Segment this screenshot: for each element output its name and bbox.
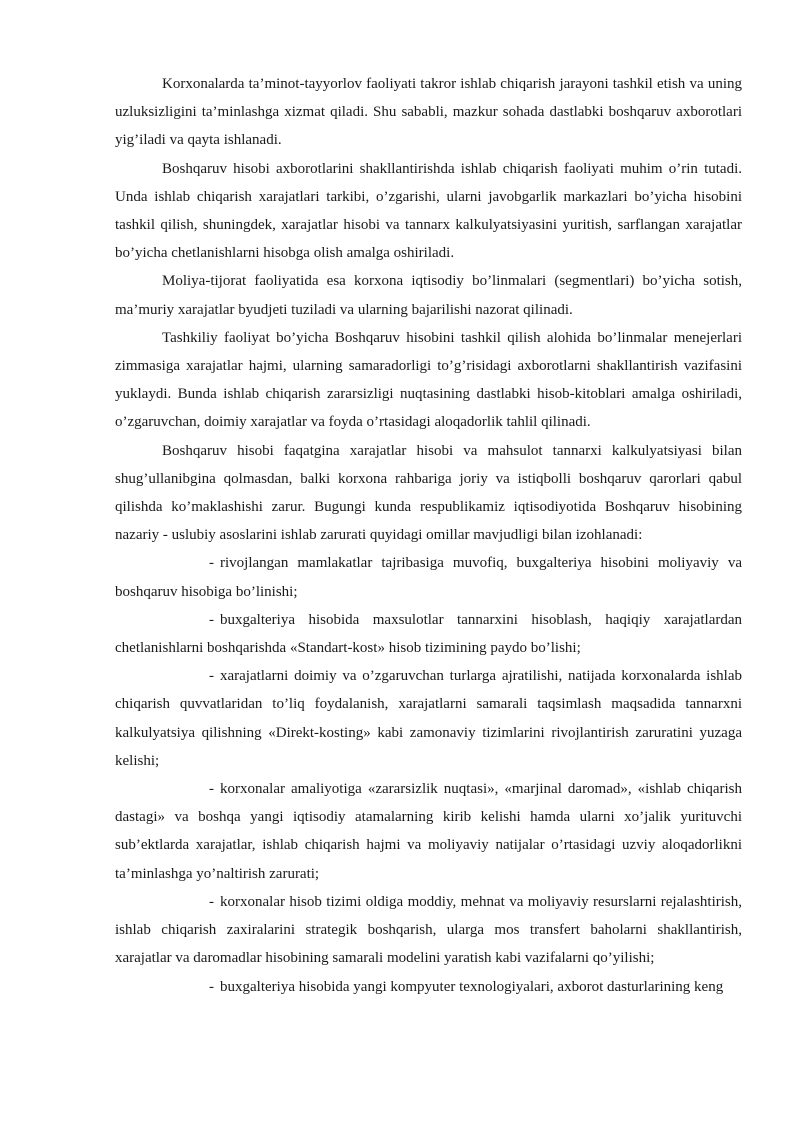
list-item [115,606,742,662]
paragraph: Moliya-tijorat faoliyatida esa korxona iqtisodiy bo’linmalari (segmentlari) bo’yicha sotish, ma’muriy xarajatlar byudjeti tuziladi va ularning bajarilishi nazorat qilinadi. [115,273,742,318]
list-item-text: korxonalar amaliyotiga «zararsizlik nuqtasi», «marjinal daromad», «ishlab chiqarish dastagi» va boshqa yangi iqtisodiy atamalarning kirib kelishi hamda ularni xo’jalik yurituvchi sub’ektlarda xarajatlar, ishlab chiqarish hajmi va moliyaviy natijalar o’rtasidagi uzviy aloqadorlikni ta’minlashga yo’naltirish zarurati; [115,781,742,882]
document-page [115,70,742,1001]
list-item-text: buxgalteriya hisobida maxsulotlar tannarxini hisoblash, haqiqiy xarajatlardan chetlanishlarni boshqarishda «Standart-kost» hisob tizimining paydo bo’lishi; [115,611,742,657]
list-marker: - [209,781,214,798]
list-marker: - [209,893,214,910]
paragraph: Boshqaruv hisobi axborotlarini shakllantirishda ishlab chiqarish faoliyati muhim o’rin tutadi. Unda ishlab chiqarish xarajatlari tarkibi, o’zgarishi, ularni javobgarlik markazlari bo’yicha hisobini tashkil qilish, shuningdek, xarajatlar hisobi va tannarx kalkulyatsiyasini yuritish, sarflangan xarajatlar bo’yicha chetlanishlarni hisobga olish amalga oshiriladi. [115,160,742,262]
list-marker: - [209,555,214,572]
list-item [115,662,742,775]
list-item-text: korxonalar hisob tizimi oldiga moddiy, mehnat va moliyaviy resurslarni rejalashtirish, ishlab chiqarish zaxiralarini strategik boshqarish, ularga mos transfert baholarni shakllantirish, xarajatlar va daromadlar hisobining samarali modelini yaratish kabi vazifalarni qo’yilishi; [115,893,742,967]
list-item [115,775,742,888]
list-item [115,973,742,1001]
paragraph: Boshqaruv hisobi faqatgina xarajatlar hisobi va mahsulot tannarxi kalkulyatsiyasi bilan shug’ullanibgina qolmasdan, balki korxona rahbariga joriy va istiqbolli boshqaruv qarorlari qabul qilishda ko’maklashishi zarur. Bugungi kunda respublikamiz iqtisodiyotida Boshqaruv hisobining nazariy - uslubiy asoslarini ishlab zarurati quyidagi omillar mavjudligi bilan izohlanadi: [115,442,742,544]
list-item-text: rivojlangan mamlakatlar tajribasiga muvofiq, buxgalteriya hisobini moliyaviy va boshqaruv hisobiga bo’linishi; [115,555,742,600]
list-marker: - [209,978,214,995]
paragraph: Tashkiliy faoliyat bo’yicha Boshqaruv hisobini tashkil qilish alohida bo’linmalar menejerlari zimmasiga xarajatlar hajmi, ularning samaradorligi to’g’risidagi axborotlarni shakllantirish vazifasini yuklaydi. Bunda ishlab chiqarish zararsizligi nuqtasining dastlabki hisob-kitoblari amalga oshiriladi, o’zgaruvchan, doimiy xarajatlar va foyda o’rtasidagi aloqadorlik tahlil qilinadi. [115,329,742,431]
list-marker: - [209,611,214,628]
list-marker: - [209,668,214,685]
list-item [115,888,742,973]
list-item-text: buxgalteriya hisobida yangi kompyuter texnologiyalari, axborot dasturlarining keng [220,978,724,995]
list-item [115,549,742,605]
list-item-text: xarajatlarni doimiy va o’zgaruvchan turlarga ajratilishi, natijada korxonalarda ishlab chiqarish quvvatlaridan to’liq foydalanish, xarajatlarni samarali taqsimlash maqsadida tannarxni kalkulyatsiya qilishning «Direkt-kosting» kabi zamonaviy tizimlarini rivojlantirish zaruratini yuzaga kelishi; [115,668,742,769]
paragraph: Korxonalarda ta’minot-tayyorlov faoliyati takror ishlab chiqarish jarayoni tashkil etish va uning uzluksizligini ta’minlashga xizmat qiladi. Shu sababli, mazkur sohada dastlabki boshqaruv axborotlari yig’iladi va qayta ishlanadi. [115,76,742,149]
